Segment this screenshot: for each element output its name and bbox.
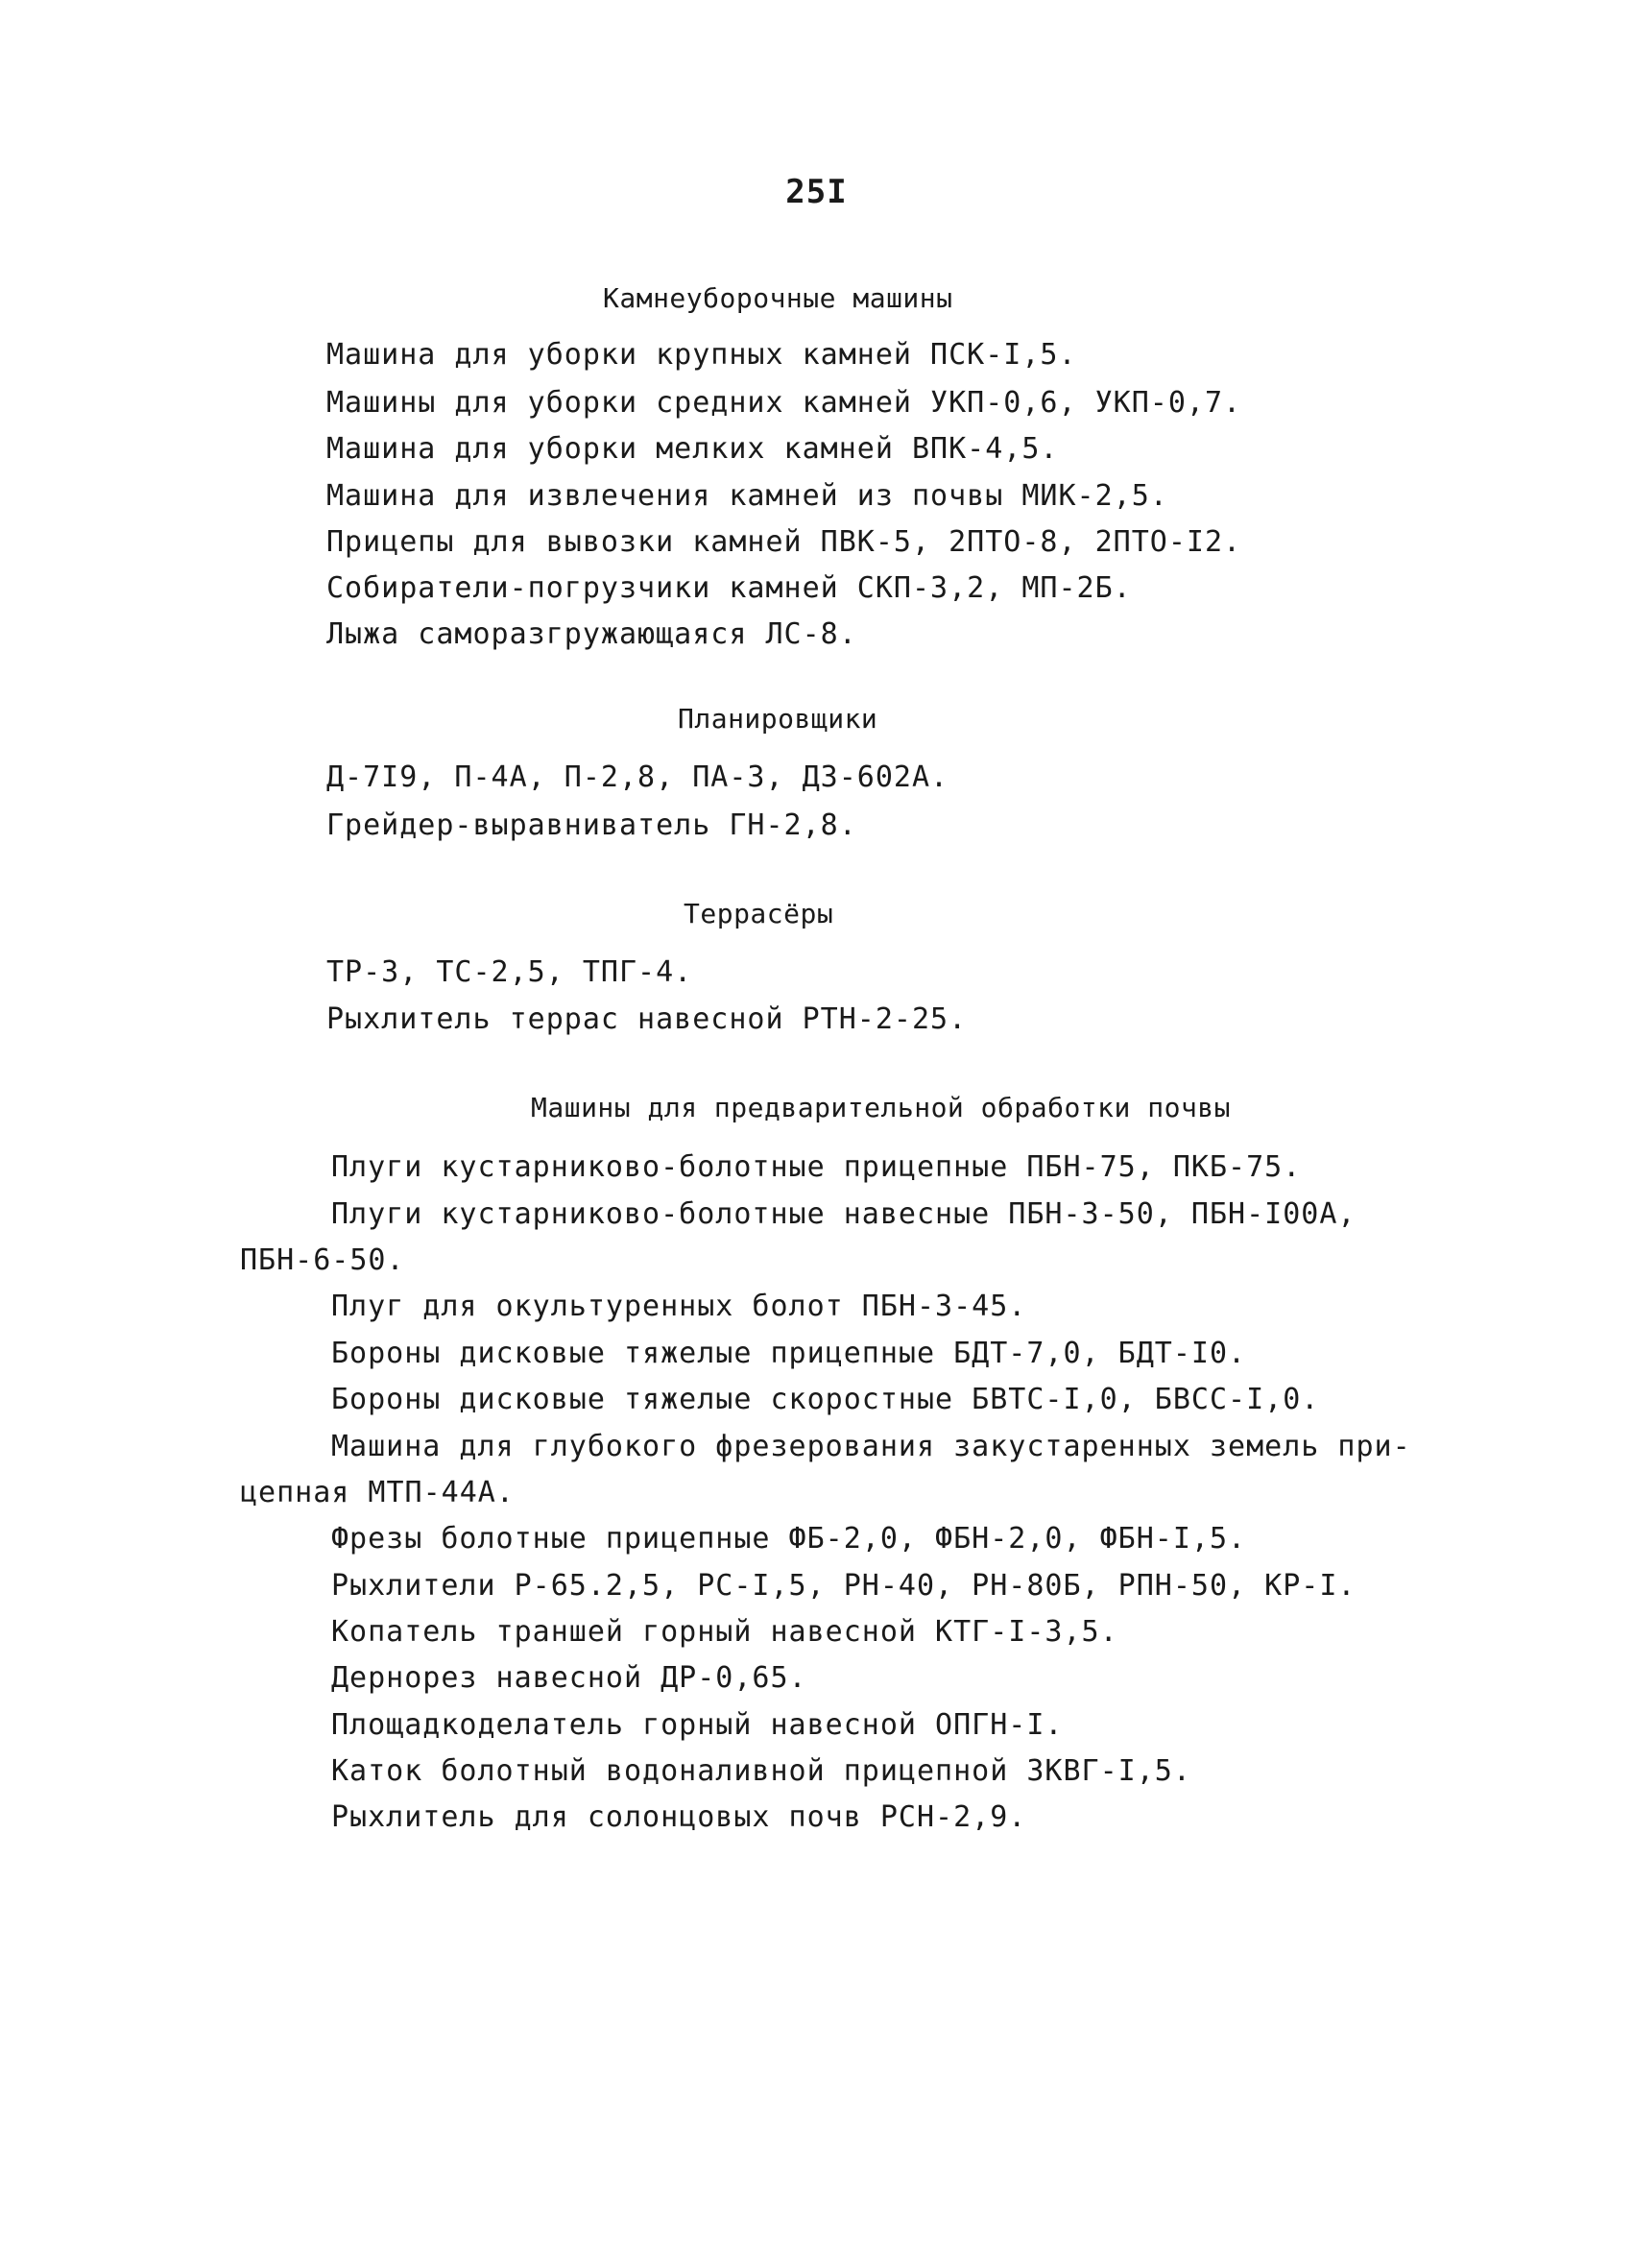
text-line: Площадкоделатель горный навесной ОПГН-I. bbox=[331, 1708, 1064, 1742]
text-line: Собиратели-погрузчики камней СКП-3,2, МП-2Б. bbox=[326, 571, 1132, 605]
text-line: Плуги кустарниково-болотные навесные ПБН-3-50, ПБН-I00А, bbox=[331, 1197, 1357, 1231]
text-line: Машина для извлечения камней из почвы МИК-2,5. bbox=[326, 479, 1168, 513]
text-line: Лыжа саморазгружающаяся ЛС-8. bbox=[326, 617, 857, 651]
text-line: Плуги кустарниково-болотные прицепные ПБН-75, ПКБ-75. bbox=[331, 1150, 1302, 1184]
text-line: Копатель траншей горный навесной КТГ-I-3,5. bbox=[331, 1615, 1118, 1649]
text-line: Машина для уборки мелких камней ВПК-4,5. bbox=[326, 432, 1059, 466]
text-line: Дернорез навесной ДР-0,65. bbox=[331, 1661, 807, 1695]
section-heading-soil-preparation: Машины для предварительной обработки почвы bbox=[531, 1092, 1232, 1123]
page-number: 25I bbox=[785, 173, 848, 211]
text-line: Бороны дисковые тяжелые прицепные БДТ-7,0, БДТ-I0. bbox=[331, 1337, 1247, 1370]
section-heading-stone-machines: Камнеуборочные машины bbox=[603, 282, 953, 314]
text-line: Фрезы болотные прицепные ФБ-2,0, ФБН-2,0, ФБН-I,5. bbox=[331, 1522, 1247, 1556]
text-line: ПБН-6-50. bbox=[240, 1243, 405, 1277]
section-heading-terracers: Террасёры bbox=[684, 898, 834, 929]
text-line: Рыхлитель террас навесной РТН-2-25. bbox=[326, 1002, 968, 1036]
section-heading-planners: Планировщики bbox=[678, 703, 878, 735]
text-line: Д-7I9, П-4А, П-2,8, ПА-3, ДЗ-602А. bbox=[326, 760, 949, 794]
text-line: Каток болотный водоналивной прицепной ЗКВГ-I,5. bbox=[331, 1754, 1191, 1788]
text-line: Машина для глубокого фрезерования закустаренных земель при- bbox=[331, 1430, 1411, 1463]
text-line: Машины для уборки средних камней УКП-0,6, УКП-0,7. bbox=[326, 386, 1242, 420]
text-line: цепная МТП-44А. bbox=[240, 1476, 515, 1509]
text-line: Бороны дисковые тяжелые скоростные БВТС-I,0, БВСС-I,0. bbox=[331, 1383, 1320, 1416]
text-line: Машина для уборки крупных камней ПСК-I,5. bbox=[326, 338, 1077, 372]
text-line: Прицепы для вывозки камней ПВК-5, 2ПТО-8, 2ПТО-I2. bbox=[326, 525, 1242, 559]
text-line: Рыхлители Р-65.2,5, РС-I,5, РН-40, РН-80Б, РПН-50, КР-I. bbox=[331, 1569, 1357, 1603]
text-line: Плуг для окультуренных болот ПБН-3-45. bbox=[331, 1290, 1027, 1323]
text-line: Рыхлитель для солонцовых почв РСН-2,9. bbox=[331, 1800, 1027, 1834]
text-line: Грейдер-выравниватель ГН-2,8. bbox=[326, 808, 857, 842]
text-line: ТР-3, ТС-2,5, ТПГ-4. bbox=[326, 955, 693, 989]
